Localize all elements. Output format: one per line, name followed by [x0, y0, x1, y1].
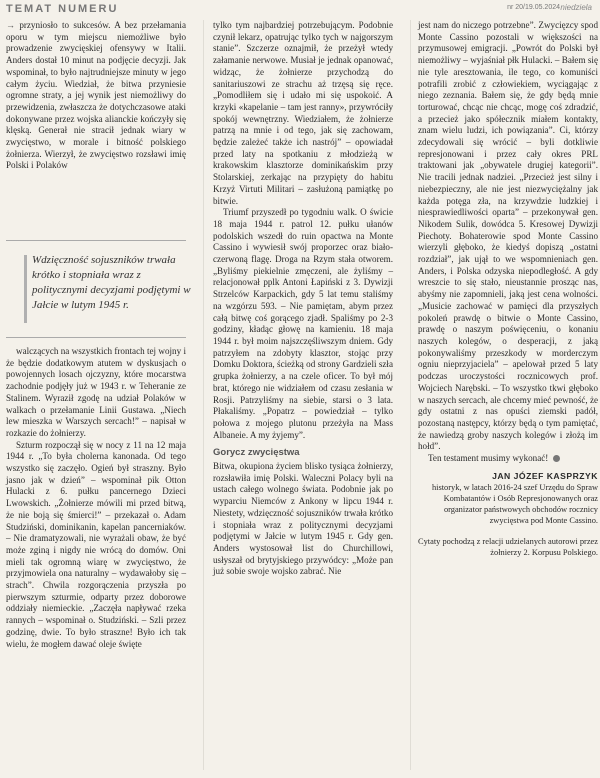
paragraph: Triumf przyszedł po tygodniu walk. O świcie 18 maja 1944 r. patrol 12. pułku ułanów podolskich wszedł do ruin opactwa na Monte Cassino i wywiesił swój proporzec oraz biało-czerwoną flagę. Droga na Rzym stała otworem. „Byliśmy piekielnie zmęczeni, ale żyliśmy – relacjonował pplk Antoni Łapiński z 3. Dywizji Strzelców Karpackich, gdy 5 lat temu staliśmy na wzgórzu 593. – Nie pamiętam, abym przez całą bitwę coś gorącego zjadł. Spaliśmy po 2-3 godziny, kładąc głowę na kamieniu. 18 maja 1944 r. był moim najszczęśliwszym dniem. Gdy patrzyłem na zdobyty klasztor, stojąc przy Domku Doktora, ścieżką od strony Gardzieli szła grupka żołnierzy, a na czele oficer. To był mój brat, którego nie widziałem od czasu zesłania w Rosji. Patrzyliśmy na siebie, starsi o 3 lata. Płakaliśmy. „Popatrz – powiedział – tylko połowa z mojego plutonu przeżyła na Mass Albaneie. A my żyjemy”. — [213, 207, 393, 440]
paragraph: tylko tym najbardziej potrzebującym. Podobnie czynił lekarz, opatrując tylko tych w najgorszym stanie”. Szczerze oznajmił, że przeżył wtedy załamanie nerwowe. Musiał je jednak opanować, widząc, że żołnierze przychodzą do sanitariuszowi ze strachu aż trzęsą się ręce. „Pomodliłem się i udało mi się uspokoić. A krzyki «kapelanie – tam jest ranny», przywróciły spokój wewnętrzny. Wiedziałem, że żołnierze patrzą na mnie i od tego, jak się zachowam, będzie zależeć także ich nastrój” – opowiadał przed laty na spotkaniu z młodzieżą w krakowskim klasztorze dominikańskim przy Stolarskiej, zerkając na przypięty do habitu Krzyż Virtuti Militari – zasłużoną pamiątkę po bitwie. — [213, 20, 393, 206]
issue-number: nr 20/19.05.2024 — [507, 4, 560, 11]
pull-quote-text: Wdzięczność sojuszników trwała krótko i stopniała wraz z politycznymi decyzjami podjętymi w Jałcie w lutym 1945 r. — [32, 254, 191, 311]
paragraph: Szturm rozpoczął się w nocy z 11 na 12 maja 1944 r. „To była cholerna kanonada. Od tego wszystko się zaczęło. Ogień był straszny. Było jasno jak w dzień” – wspominał pik Otton Hulacki z 6. pułku pancernego Dzieci Lwowskich. „Żołnierze mówili mi przed bitwą, że nie boją się śmierci!” – przekazał o. Adam Studziński, dominikanin, kapelan pancerniaków. – Nie dramatyzowali, nie wyrażali obaw, że być może zginą i nigdy nie wrócą do domów. Oni mieli tak ogromną wiarę w zwycięstwo, że przyjmowiela ona naturalny – wydawałoby się – strach”. Chwila rozgorączenia przyszła po pierwszym szturmie, odparty przez doborowe oddziały niemieckie. „Zaczęła napływać rzeka rannych – wspominał o. Studziński. – Szli przez godzinę, dwie. To było straszne! Było ich tak wielu, że mogłem dawać oleje święte — [6, 439, 186, 649]
lead-paragraph — [6, 20, 186, 172]
column-3 — [418, 20, 598, 558]
paragraph: jest nam do niczego potrzebne”. Zwycięzcy spod Monte Cassino pozostali w większości na przymusowej emigracji. „Powrót do Polski był niemożliwy – wyjaśniał płk Hulacki. – Bałem się nie tyle aresztowania, ile tego, co komuniści potrafili zrobić z człowiekiem, wyciągając z niego zeznania. Bałem się, że gdy będą mnie torturować, chcąc nie chcąc, mogę coś zdradzić, a przecież jako spółecznik miałem kontakty, znam wielu ludzi, ich powiązania”. Ci, którzy zdecydowali się wrócić – byli dotkliwie represjonowani i przez cały okres PRL traktowani jak „obywatele drugiej kategorii”. Nie tracili jednak nadziei. „Przecież jest silny i niebezpieczny, ale nie jest niezwyciężalny jak każda potęga zła, na krzywdzie ludzkiej i niesprawiedliwości oparta” – przekonywał gen. Nikodem Sulik, dowódca 5. Kresowej Dywizji Piechoty. Bohaterowie spod Monte Cassino wierzyli głęboko, że kiedyś dopiszą „ostatni rozdział”, jak ujął to we wspomnieniach gen. Anders, i Polska odzyska niepodległość. A gdy wreszcie to się stało, nieustannie prosząc nas, abyśmy nie zapomnieli, jaką jest cena wolności. „Musicie zachować w pamięci dla przyszłych pokoleń prawdę o bitwie o Monte Cassino, prawdę o naszym poświęceniu, o konaniu naszych kolegów, o desperacji, z jaką pokonywaliśmy przeszkody w morderczym ogniu nieprzyjaciela” – apelował przed 5 laty podczas uroczystości rocznicowych prof. Wojciech Narębski. – To wszystko tkwi głęboko w naszych sercach, ale chcemy mieć pewność, że gdy ostatni z nas opuści ziemski padół, pozostaną następcy, którzy będą o tym pamiętać, że nawiedzą groby naszych kolegów i złożą im hołd”. — [418, 20, 599, 452]
author-signature — [418, 471, 598, 526]
column-divider — [203, 20, 204, 770]
column-1 — [6, 20, 186, 172]
paragraph: walczących na wszystkich frontach tej wojny i że będzie dodatkowym atutem w dyskusjach o powojennych losach ojczyzny, które mocarstwa zachodnie podjęły już w 1943 r. w Teheranie ze Stalinem. Wyraził zgodę na udział Polaków w walkach o przełamanie Linii Gustawa. „Niech lew mieszka w Warszych sercach!” – napisał w rozkazie do żołnierzy. — [6, 346, 186, 438]
brand-logo: niedziela — [560, 3, 592, 12]
column-1-continued — [6, 346, 186, 650]
subheading: Gorycz zwycięstwa — [213, 447, 300, 459]
quote-bar — [24, 255, 27, 323]
section-title: TEMAT NUMERU — [6, 3, 119, 15]
continuation-arrow-icon: → — [6, 20, 15, 30]
pull-quote — [6, 240, 191, 338]
paragraph: Bitwa, okupiona życiem blisko tysiąca żołnierzy, rozsławiła imię Polski. Waleczni Polacy byli na ustach całego wolnego świata. Podobnie jak po wyparciu Niemców z Ankony w lipcu 1944 r. Niestety, wdzięczność sojuszników trwała krótko i stopniała wraz z politycznymi decyzjami podjętymi w Jałcie w lutym 1945 r. Gdy gen. Anders wystosował list do Churchillowi, usłyszał od brytyjskiego przywódcy: „Może pan już sobie swoje wojsko zabrać. Nie — [213, 461, 393, 577]
lead-text: przyniosło to sukcesów. A bez przełamania oporu w tym miejscu niemożliwe było prowadzenie zwycięskiej ofensywy w Italii. Anders dostał 10 minut na podjęcie decyzji. Jak wspominał, to było najtrudniejsze minuty w jego całym życiu. Wiedział, że bitwa przyniesie ogromne straty, a jej wynik jest niemożliwy do przewidzenia, zwłaszcza że dotychczasowe ataki dokonywane przez wojska alianckie kończyły się klęską. Generał nie stracił jednak wiary w zwycięstwo, w morale i bitność polskiego żołnierza. Wierzył, że zwycięstwo rozsławi imię Polski i Polaków — [6, 20, 186, 171]
author-name: JAN JÓZEF KASPRZYK — [492, 470, 598, 481]
end-mark-icon — [553, 455, 560, 462]
closing-text: Ten testament musimy wykonać! — [428, 453, 549, 464]
page-header — [0, 0, 600, 18]
author-bio: historyk, w latach 2016-24 szef Urzędu do Spraw Kombatantów i Osób Represjonowanych oraz organizator państwowych obchodów rocznicy zwycięstwa pod Monte Cassino. — [431, 482, 598, 525]
closing-paragraph — [418, 453, 598, 465]
source-note: Cytaty pochodzą z relacji udzielanych autorowi przez żołnierzy 2. Korpusu Polskiego. — [418, 536, 598, 557]
column-divider — [410, 20, 411, 770]
column-2 — [213, 20, 393, 578]
